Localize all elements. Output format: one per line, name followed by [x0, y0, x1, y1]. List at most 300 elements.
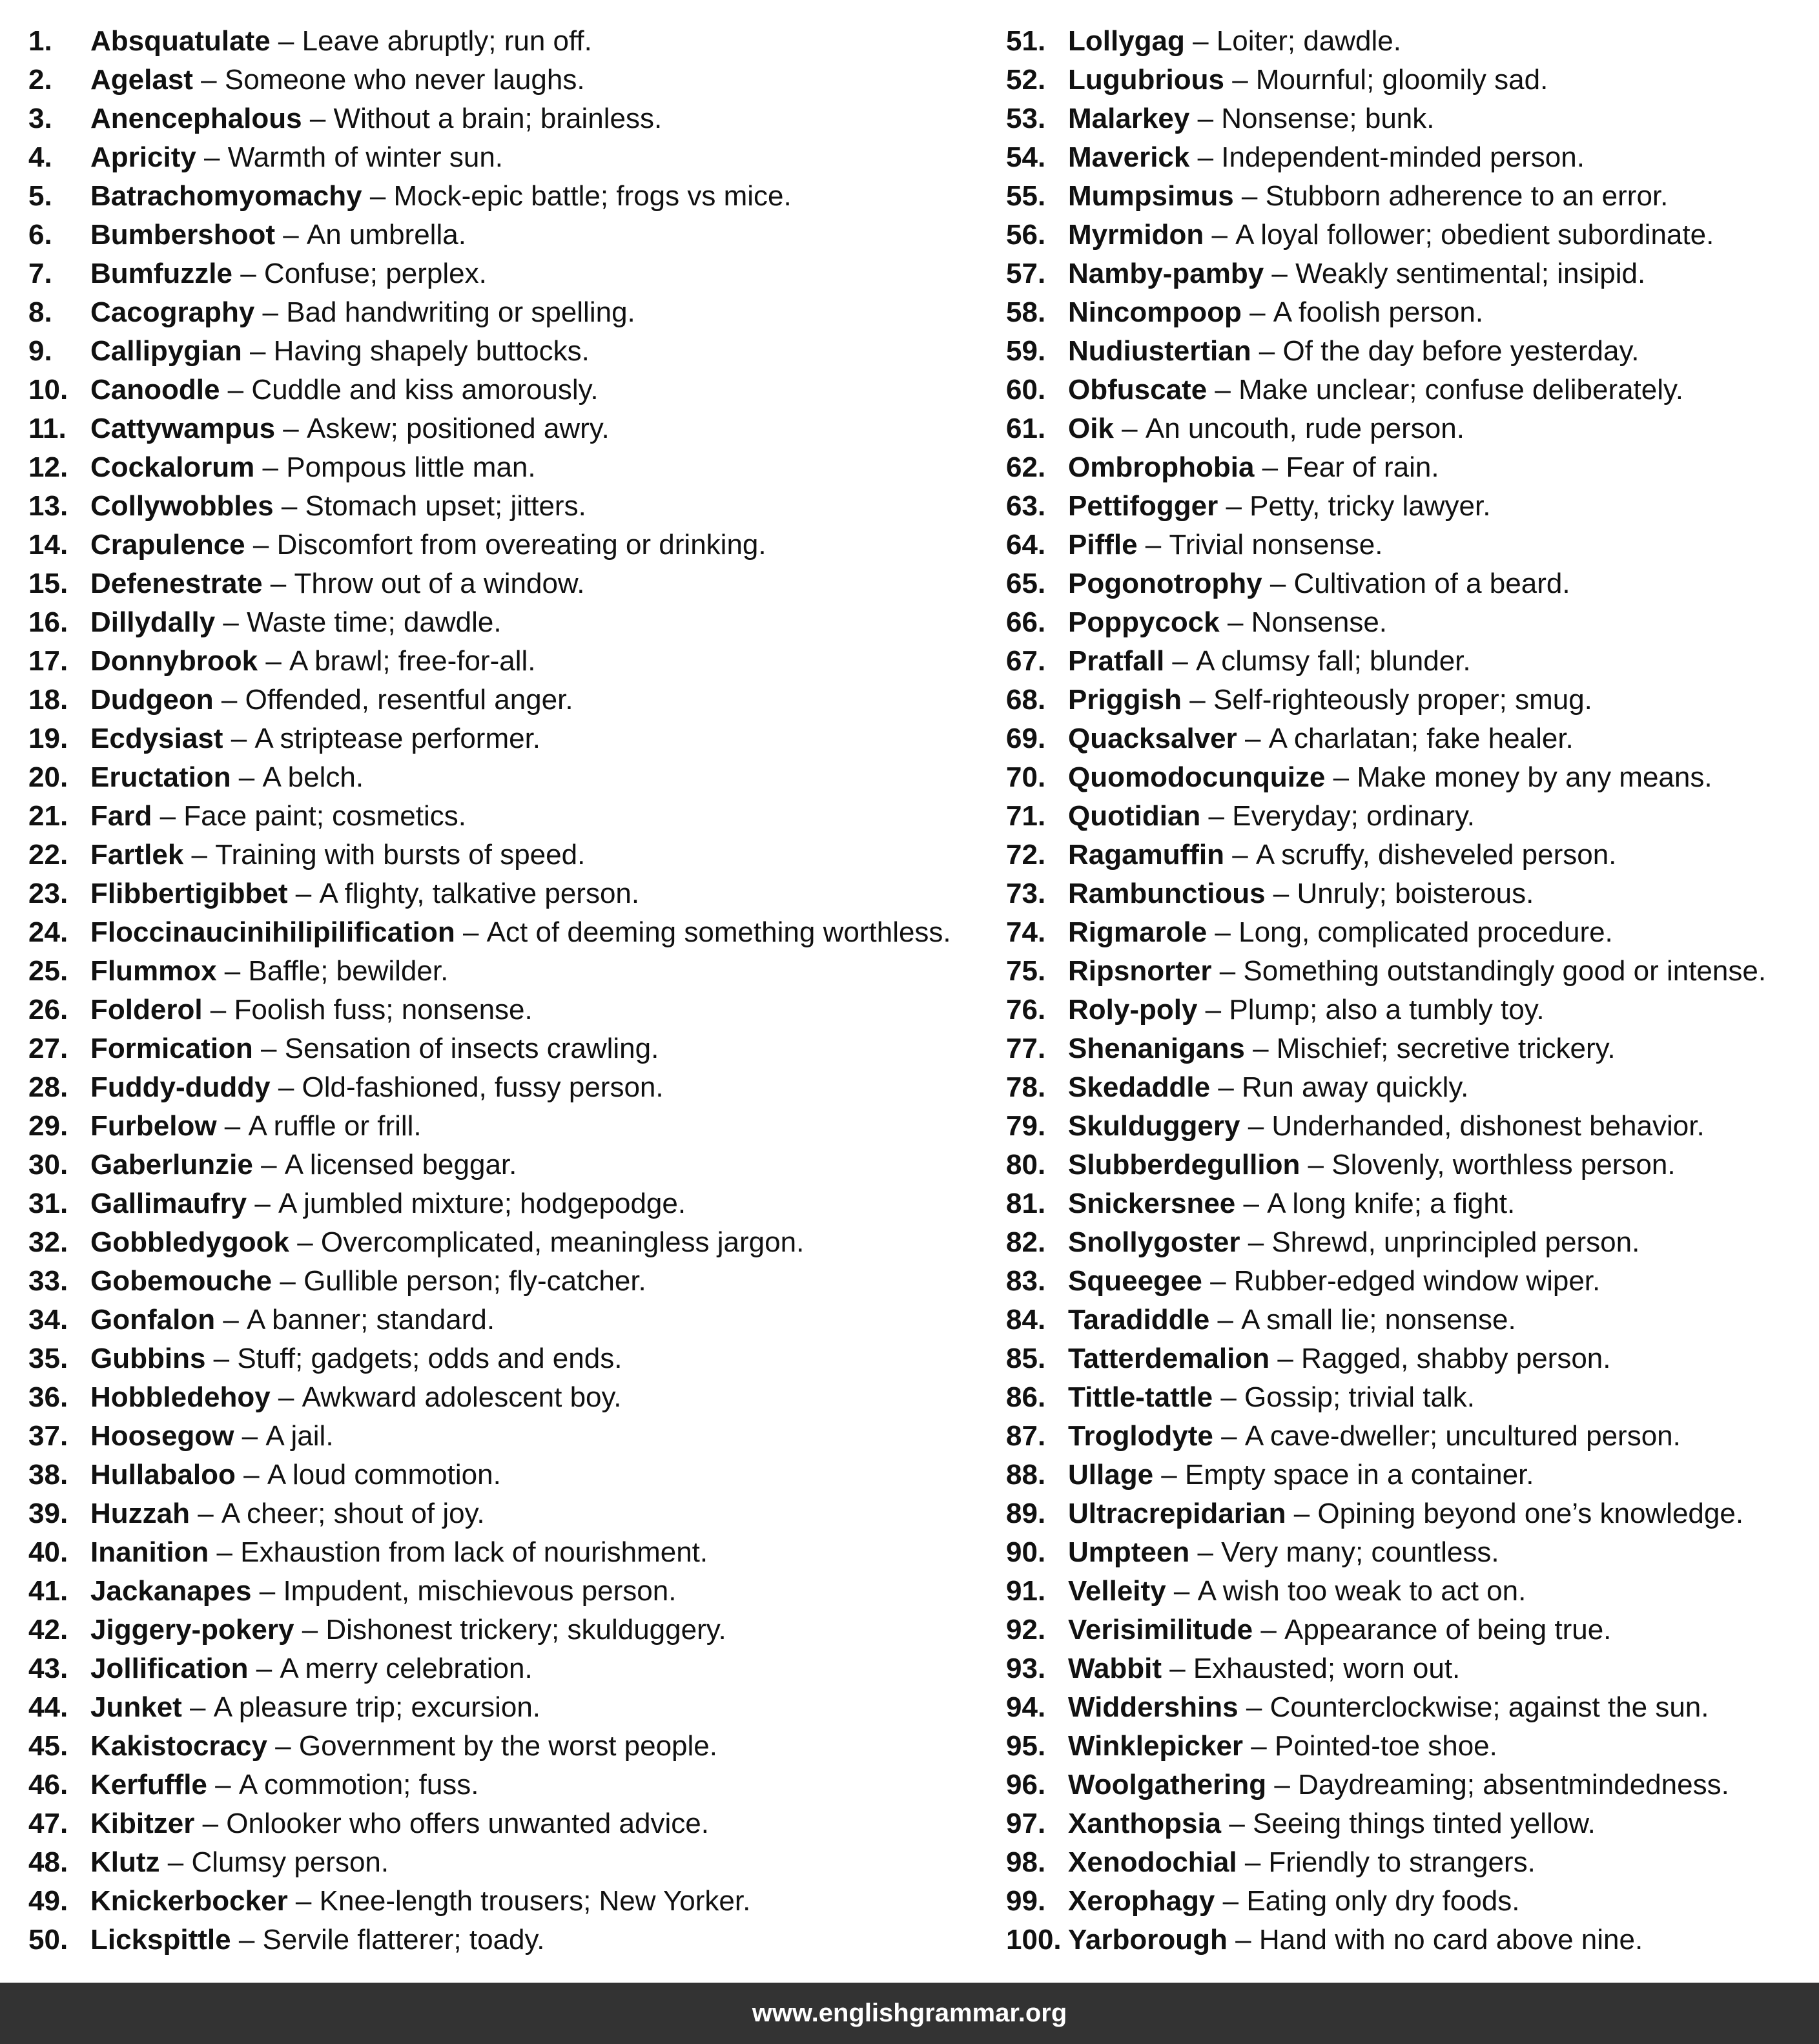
entry-word: Floccinaucinihilipilification: [90, 916, 455, 948]
entry-number: 41.: [28, 1575, 68, 1607]
entry-definition: Run away quickly.: [1242, 1071, 1469, 1103]
word-entry: [28, 1533, 997, 1572]
entry-definition: Impudent, mischievous person.: [283, 1575, 677, 1607]
entry-definition: Loiter; dawdle.: [1216, 25, 1401, 57]
word-entry: [1006, 681, 1813, 719]
entry-separator: –: [1235, 1188, 1268, 1219]
entry-word: Kibitzer: [90, 1808, 195, 1839]
entry-definition: Stuff; gadgets; odds and ends.: [237, 1343, 622, 1374]
entry-separator: –: [1243, 1730, 1275, 1762]
entry-definition: Pointed-toe shoe.: [1274, 1730, 1497, 1762]
entry-definition: Gullible person; fly-catcher.: [303, 1265, 646, 1297]
entry-definition: Dishonest trickery; skulduggery.: [325, 1614, 726, 1646]
entry-separator: –: [254, 296, 287, 328]
entry-number: 28.: [28, 1071, 68, 1103]
entry-definition: Eating only dry foods.: [1246, 1885, 1520, 1917]
entry-number: 3.: [28, 103, 52, 134]
entry-word: Flibbertigibbet: [90, 878, 288, 909]
entry-definition: Rubber-edged window wiper.: [1233, 1265, 1601, 1297]
entry-word: Velleity: [1068, 1575, 1166, 1607]
word-entry: [1006, 1223, 1813, 1262]
word-entry: [1006, 409, 1813, 448]
word-entry: [1006, 216, 1813, 254]
word-entry: [1006, 642, 1813, 681]
entry-word: Taradiddle: [1068, 1304, 1210, 1336]
entry-number: 58.: [1006, 296, 1046, 328]
word-entry: [1006, 1184, 1813, 1223]
entry-number: 36.: [28, 1381, 68, 1413]
entry-definition: Cuddle and kiss amorously.: [251, 374, 599, 406]
word-entry: [1006, 758, 1813, 797]
word-entry: [1006, 1843, 1813, 1882]
entry-word: Kakistocracy: [90, 1730, 267, 1762]
entry-number: 52.: [1006, 64, 1046, 96]
entry-number: 82.: [1006, 1226, 1046, 1258]
word-entry: [28, 22, 997, 61]
entry-separator: –: [251, 1575, 283, 1607]
word-entry: [1006, 1572, 1813, 1611]
entry-separator: –: [272, 1265, 304, 1297]
entry-number: 18.: [28, 684, 68, 716]
entry-separator: –: [234, 1420, 266, 1452]
entry-definition: A wish too weak to act on.: [1197, 1575, 1526, 1607]
entry-definition: Confuse; perplex.: [263, 258, 487, 289]
entry-separator: –: [247, 1188, 279, 1219]
word-entry: [28, 913, 997, 952]
word-entry: [28, 448, 997, 487]
entry-number: 43.: [28, 1653, 68, 1684]
entry-separator: –: [159, 1846, 192, 1878]
entry-number: 84.: [1006, 1304, 1046, 1336]
entry-separator: –: [209, 1536, 241, 1568]
entry-number: 24.: [28, 916, 68, 948]
entry-definition: Pompous little man.: [286, 451, 536, 483]
entry-number: 34.: [28, 1304, 68, 1336]
entry-definition: Independent-minded person.: [1221, 141, 1585, 173]
entry-definition: Face paint; cosmetics.: [183, 800, 467, 832]
entry-separator: –: [1189, 1536, 1222, 1568]
entry-separator: –: [1209, 1304, 1242, 1336]
entry-separator: –: [1219, 606, 1251, 638]
word-entry: [28, 1882, 997, 1921]
entry-definition: Servile flatterer; toady.: [262, 1924, 545, 1956]
entry-definition: Underhanded, dishonest behavior.: [1271, 1110, 1705, 1142]
entry-word: Tittle-tattle: [1068, 1381, 1213, 1413]
entry-word: Poppycock: [1068, 606, 1220, 638]
entry-number: 51.: [1006, 25, 1046, 57]
entry-definition: A scruffy, disheveled person.: [1255, 839, 1617, 871]
entry-definition: A jumbled mixture; hodgepodge.: [278, 1188, 686, 1219]
word-entry: [28, 1572, 997, 1611]
entry-definition: Counterclockwise; against the sun.: [1269, 1691, 1709, 1723]
entry-definition: A foolish person.: [1273, 296, 1484, 328]
entry-word: Oik: [1068, 413, 1114, 444]
entry-separator: –: [270, 1381, 302, 1413]
entry-word: Pratfall: [1068, 645, 1165, 677]
entry-word: Dudgeon: [90, 684, 214, 716]
entry-number: 77.: [1006, 1033, 1046, 1064]
entry-definition: A belch.: [262, 761, 364, 793]
word-entry: [1006, 1882, 1813, 1921]
entry-definition: Discomfort from overeating or drinking.: [276, 529, 766, 561]
entry-definition: Appearance of being true.: [1284, 1614, 1612, 1646]
word-entry: [28, 254, 997, 293]
word-entry: [28, 681, 997, 719]
entry-word: Gubbins: [90, 1343, 206, 1374]
entry-definition: A charlatan; fake healer.: [1268, 723, 1574, 754]
entry-word: Umpteen: [1068, 1536, 1190, 1568]
entry-number: 71.: [1006, 800, 1046, 832]
entry-word: Klutz: [90, 1846, 160, 1878]
footer-bar: [0, 1983, 1819, 2044]
entry-separator: –: [1221, 1808, 1253, 1839]
entry-definition: Government by the worst people.: [298, 1730, 717, 1762]
entry-number: 33.: [28, 1265, 68, 1297]
entry-number: 80.: [1006, 1149, 1046, 1181]
entry-definition: Of the day before yesterday.: [1282, 335, 1639, 367]
entry-number: 8.: [28, 296, 52, 328]
entry-word: Bumbershoot: [90, 219, 275, 251]
entry-separator: –: [213, 684, 245, 716]
entry-word: Ombrophobia: [1068, 451, 1255, 483]
word-entry: [1006, 952, 1813, 991]
entry-definition: Hand with no card above nine.: [1259, 1924, 1643, 1956]
entry-number: 55.: [1006, 180, 1046, 212]
entry-word: Bumfuzzle: [90, 258, 232, 289]
entry-separator: –: [258, 645, 290, 677]
footer-website-url: www.englishgrammar.org: [752, 1999, 1067, 2027]
entry-separator: –: [275, 413, 307, 444]
entry-number: 25.: [28, 955, 68, 987]
word-entry: [28, 642, 997, 681]
entry-number: 40.: [28, 1536, 68, 1568]
entry-definition: Knee-length trousers; New Yorker.: [319, 1885, 751, 1917]
entry-word: Rigmarole: [1068, 916, 1208, 948]
entry-definition: A pleasure trip; excursion.: [213, 1691, 541, 1723]
entry-word: Ullage: [1068, 1459, 1154, 1491]
entry-definition: A loyal follower; obedient subordinate.: [1235, 219, 1714, 251]
word-entry: [28, 1029, 997, 1068]
entry-definition: Empty space in a container.: [1184, 1459, 1534, 1491]
entry-number: 56.: [1006, 219, 1046, 251]
entry-separator: –: [1254, 451, 1286, 483]
entry-separator: –: [231, 761, 263, 793]
entry-number: 13.: [28, 490, 68, 522]
entry-number: 63.: [1006, 490, 1046, 522]
entry-definition: Throw out of a window.: [294, 568, 585, 599]
entry-separator: –: [1184, 25, 1217, 57]
word-entry: [28, 836, 997, 874]
entry-number: 68.: [1006, 684, 1046, 716]
word-entry: [28, 371, 997, 409]
entry-separator: –: [242, 335, 274, 367]
entry-separator: –: [248, 1653, 280, 1684]
entry-separator: –: [1207, 374, 1239, 406]
entry-word: Pogonotrophy: [1068, 568, 1262, 599]
entry-definition: Weakly sentimental; insipid.: [1295, 258, 1646, 289]
entry-definition: Ragged, shabby person.: [1301, 1343, 1611, 1374]
entry-separator: –: [1224, 64, 1256, 96]
entry-number: 90.: [1006, 1536, 1046, 1568]
entry-word: Maverick: [1068, 141, 1190, 173]
word-entry: [1006, 138, 1813, 177]
word-entry: [1006, 1068, 1813, 1107]
word-entry: [1006, 254, 1813, 293]
entry-word: Namby-pamby: [1068, 258, 1264, 289]
entry-definition: Trivial nonsense.: [1169, 529, 1383, 561]
word-list-column-left: [28, 22, 997, 1959]
word-entry: [1006, 1921, 1813, 1959]
entry-word: Slubberdegullion: [1068, 1149, 1300, 1181]
entry-separator: –: [1166, 1575, 1198, 1607]
entry-word: Mumpsimus: [1068, 180, 1234, 212]
word-entry: [1006, 1339, 1813, 1378]
entry-number: 99.: [1006, 1885, 1046, 1917]
entry-number: 70.: [1006, 761, 1046, 793]
word-entry: [1006, 797, 1813, 836]
entry-number: 47.: [28, 1808, 68, 1839]
entry-separator: –: [235, 1459, 267, 1491]
entry-number: 21.: [28, 800, 68, 832]
entry-number: 93.: [1006, 1653, 1046, 1684]
entry-word: Ecdysiast: [90, 723, 223, 754]
entry-word: Tatterdemalion: [1068, 1343, 1270, 1374]
entry-definition: A banner; standard.: [247, 1304, 495, 1336]
entry-separator: –: [220, 374, 252, 406]
entry-word: Jollification: [90, 1653, 249, 1684]
entry-number: 39.: [28, 1498, 68, 1529]
word-entry: [1006, 991, 1813, 1029]
entry-definition: Something outstandingly good or intense.: [1243, 955, 1767, 987]
entry-number: 74.: [1006, 916, 1046, 948]
entry-number: 49.: [28, 1885, 68, 1917]
entry-number: 11.: [28, 413, 67, 444]
entry-definition: Cultivation of a beard.: [1293, 568, 1570, 599]
entry-definition: Onlooker who offers unwanted advice.: [226, 1808, 709, 1839]
entry-word: Furbelow: [90, 1110, 217, 1142]
entry-separator: –: [231, 1924, 263, 1956]
entry-word: Fartlek: [90, 839, 184, 871]
entry-word: Collywobbles: [90, 490, 274, 522]
entry-number: 59.: [1006, 335, 1046, 367]
entry-number: 89.: [1006, 1498, 1046, 1529]
entry-word: Donnybrook: [90, 645, 258, 677]
entry-separator: –: [205, 1343, 238, 1374]
entry-word: Ripsnorter: [1068, 955, 1212, 987]
entry-separator: –: [1213, 1420, 1245, 1452]
entry-word: Skedaddle: [1068, 1071, 1211, 1103]
word-entry: [1006, 1727, 1813, 1766]
entry-word: Absquatulate: [90, 25, 271, 57]
entry-word: Skulduggery: [1068, 1110, 1240, 1142]
entry-definition: Leave abruptly; run off.: [302, 25, 592, 57]
entry-number: 38.: [28, 1459, 68, 1491]
entry-word: Anencephalous: [90, 103, 302, 134]
entry-number: 15.: [28, 568, 68, 599]
entry-definition: A small lie; nonsense.: [1241, 1304, 1516, 1336]
entry-separator: –: [1253, 1614, 1285, 1646]
entry-number: 60.: [1006, 374, 1046, 406]
word-entry: [28, 1184, 997, 1223]
word-entry: [1006, 293, 1813, 332]
entry-definition: A long knife; a fight.: [1267, 1188, 1516, 1219]
entry-separator: –: [1238, 1691, 1270, 1723]
entry-definition: Without a brain; brainless.: [333, 103, 663, 134]
entry-definition: Shrewd, unprincipled person.: [1271, 1226, 1640, 1258]
entry-word: Obfuscate: [1068, 374, 1208, 406]
entry-number: 20.: [28, 761, 68, 793]
entry-number: 85.: [1006, 1343, 1046, 1374]
entry-word: Hobbledehoy: [90, 1381, 271, 1413]
entry-word: Inanition: [90, 1536, 209, 1568]
entry-word: Troglodyte: [1068, 1420, 1213, 1452]
entry-number: 27.: [28, 1033, 68, 1064]
word-entry: [1006, 719, 1813, 758]
entry-number: 35.: [28, 1343, 68, 1374]
entry-separator: –: [1300, 1149, 1332, 1181]
entry-definition: Gossip; trivial talk.: [1244, 1381, 1475, 1413]
entry-definition: Foolish fuss; nonsense.: [234, 994, 533, 1026]
entry-number: 53.: [1006, 103, 1046, 134]
entry-separator: –: [1218, 490, 1250, 522]
entry-number: 45.: [28, 1730, 68, 1762]
entry-number: 22.: [28, 839, 68, 871]
entry-separator: –: [1264, 258, 1296, 289]
entry-number: 5.: [28, 180, 52, 212]
entry-separator: –: [215, 606, 247, 638]
word-entry: [28, 719, 997, 758]
entry-separator: –: [190, 1498, 221, 1529]
word-entry: [28, 216, 997, 254]
entry-word: Cacography: [90, 296, 255, 328]
entry-definition: Act of deeming something worthless.: [486, 916, 951, 948]
entry-word: Quotidian: [1068, 800, 1201, 832]
entry-separator: –: [1325, 761, 1357, 793]
entry-separator: –: [1241, 296, 1273, 328]
entry-definition: A merry celebration.: [280, 1653, 533, 1684]
entry-separator: –: [1244, 1033, 1277, 1064]
entry-word: Lickspittle: [90, 1924, 231, 1956]
entry-word: Flummox: [90, 955, 217, 987]
entry-number: 97.: [1006, 1808, 1046, 1839]
entry-definition: Mischief; secretive trickery.: [1276, 1033, 1616, 1064]
entry-definition: A ruffle or frill.: [248, 1110, 422, 1142]
entry-definition: Friendly to strangers.: [1268, 1846, 1536, 1878]
entry-word: Woolgathering: [1068, 1769, 1267, 1801]
entry-number: 96.: [1006, 1769, 1046, 1801]
word-list-column-right: [1006, 22, 1813, 1959]
word-entry: [1006, 1766, 1813, 1804]
entry-word: Pettifogger: [1068, 490, 1218, 522]
entry-word: Xanthopsia: [1068, 1808, 1222, 1839]
entry-number: 78.: [1006, 1071, 1046, 1103]
word-entry: [28, 1417, 997, 1456]
entry-word: Xerophagy: [1068, 1885, 1215, 1917]
word-entry: [28, 1688, 997, 1727]
entry-word: Shenanigans: [1068, 1033, 1245, 1064]
entry-separator: –: [1197, 994, 1229, 1026]
entry-separator: –: [202, 994, 234, 1026]
word-entry: [1006, 332, 1813, 371]
entry-word: Knickerbocker: [90, 1885, 288, 1917]
entry-separator: –: [152, 800, 184, 832]
entry-definition: Training with bursts of speed.: [215, 839, 586, 871]
word-entry: [1006, 99, 1813, 138]
entry-definition: Unruly; boisterous.: [1297, 878, 1534, 909]
entry-word: Winklepicker: [1068, 1730, 1244, 1762]
entry-word: Dillydally: [90, 606, 216, 638]
entry-word: Quomodocunquize: [1068, 761, 1326, 793]
entry-separator: –: [1164, 645, 1197, 677]
entry-definition: Warmth of winter sun.: [227, 141, 504, 173]
entry-definition: A striptease performer.: [254, 723, 541, 754]
entry-number: 81.: [1006, 1188, 1046, 1219]
word-entry: [1006, 1107, 1813, 1146]
entry-word: Nincompoop: [1068, 296, 1242, 328]
word-entry: [1006, 61, 1813, 99]
entry-separator: –: [1162, 1653, 1193, 1684]
word-entry: [1006, 487, 1813, 526]
entry-definition: Plump; also a tumbly toy.: [1229, 994, 1545, 1026]
entry-separator: –: [1202, 1265, 1234, 1297]
word-entry: [1006, 448, 1813, 487]
entry-separator: –: [275, 219, 307, 251]
entry-definition: Overcomplicated, meaningless jargon.: [320, 1226, 805, 1258]
entry-word: Canoodle: [90, 374, 220, 406]
entry-definition: Bad handwriting or spelling.: [286, 296, 635, 328]
entry-number: 42.: [28, 1614, 68, 1646]
entry-definition: Someone who never laughs.: [224, 64, 585, 96]
entry-word: Apricity: [90, 141, 196, 173]
entry-separator: –: [289, 1226, 321, 1258]
entry-separator: –: [232, 258, 264, 289]
entry-word: Rambunctious: [1068, 878, 1266, 909]
entry-number: 2.: [28, 64, 52, 96]
word-entry: [28, 99, 997, 138]
entry-number: 57.: [1006, 258, 1046, 289]
entry-word: Agelast: [90, 64, 193, 96]
entry-separator: –: [262, 568, 294, 599]
entry-separator: –: [1286, 1498, 1318, 1529]
entry-separator: –: [252, 1149, 285, 1181]
entry-definition: Askew; positioned awry.: [307, 413, 610, 444]
word-entry: [28, 1223, 997, 1262]
entry-number: 30.: [28, 1149, 68, 1181]
entry-definition: Mournful; gloomily sad.: [1255, 64, 1548, 96]
entry-number: 76.: [1006, 994, 1046, 1026]
word-entry: [28, 1649, 997, 1688]
entry-word: Roly-poly: [1068, 994, 1198, 1026]
entry-number: 44.: [28, 1691, 68, 1723]
entry-number: 69.: [1006, 723, 1046, 754]
entry-definition: Sensation of insects crawling.: [284, 1033, 659, 1064]
entry-definition: A brawl; free-for-all.: [289, 645, 536, 677]
entry-definition: Self-righteously proper; smug.: [1213, 684, 1592, 716]
entry-number: 31.: [28, 1188, 68, 1219]
entry-separator: –: [1269, 1343, 1302, 1374]
word-entry: [1006, 526, 1813, 564]
word-entry: [28, 409, 997, 448]
word-entry: [28, 758, 997, 797]
word-entry: [28, 603, 997, 642]
word-entry: [28, 1804, 997, 1843]
word-entry: [1006, 836, 1813, 874]
entry-definition: Offended, resentful anger.: [245, 684, 573, 716]
word-entry: [28, 1727, 997, 1766]
word-entry: [28, 952, 997, 991]
entry-separator: –: [1213, 1381, 1245, 1413]
entry-definition: Very many; countless.: [1221, 1536, 1499, 1568]
